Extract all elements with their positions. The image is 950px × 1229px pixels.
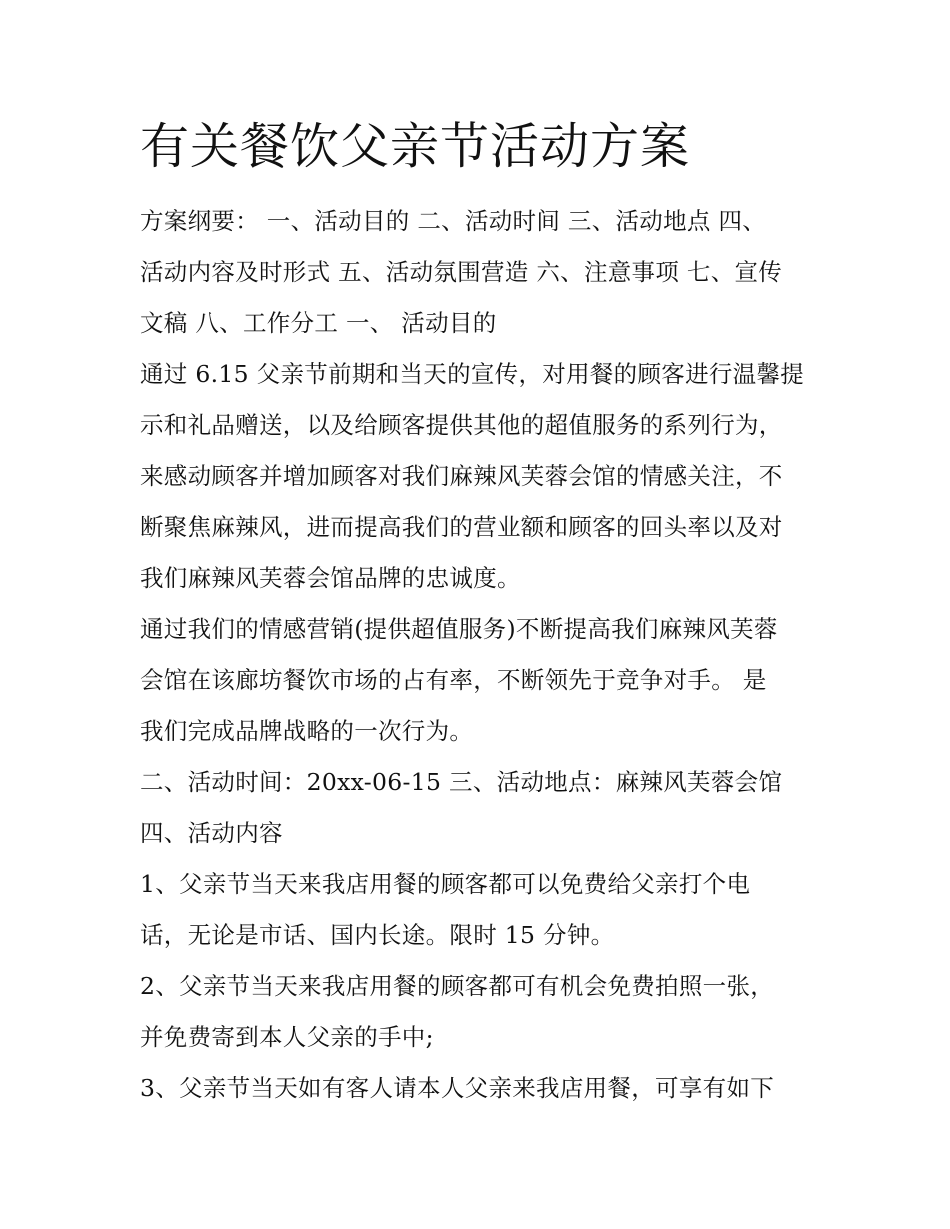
text-line: 我们完成品牌战略的一次行为。 (140, 717, 474, 745)
text-line: 话，无论是市话、国内长途。限时 15 分钟。 (140, 921, 615, 949)
text-line: 四、活动内容 (140, 819, 283, 847)
text-line: 活动内容及时形式 五、活动氛围营造 六、注意事项 七、宣传 (140, 258, 783, 286)
text-line: 文稿 八、工作分工 一、 活动目的 (140, 309, 497, 337)
text-line: 并免费寄到本人父亲的手中; (140, 1023, 434, 1051)
text-line: 会馆在该廊坊餐饮市场的占有率，不断领先于竞争对手。 是 (140, 666, 767, 694)
text-line: 2、父亲节当天来我店用餐的顾客都可有机会免费拍照一张， (140, 972, 775, 1000)
document-title: 有关餐饮父亲节活动方案 (140, 118, 691, 175)
text-line: 来感动顾客并增加顾客对我们麻辣风芙蓉会馆的情感关注，不 (140, 462, 783, 490)
text-line: 断聚焦麻辣风，进而提高我们的营业额和顾客的回头率以及对 (140, 513, 783, 541)
text-line: 示和礼品赠送，以及给顾客提供其他的超值服务的系列行为， (140, 411, 783, 439)
text-line: 我们麻辣风芙蓉会馆品牌的忠诚度。 (140, 564, 521, 592)
text-line: 通过 6.15 父亲节前期和当天的宣传，对用餐的顾客进行温馨提 (140, 360, 805, 388)
text-line: 通过我们的情感营销(提供超值服务)不断提高我们麻辣风芙蓉 (140, 615, 778, 643)
text-line: 3、父亲节当天如有客人请本人父亲来我店用餐，可享有如下 (140, 1074, 775, 1102)
text-line: 1、父亲节当天来我店用餐的顾客都可以免费给父亲打个电 (140, 870, 751, 898)
text-line: 二、活动时间：20xx-06-15 三、活动地点：麻辣风芙蓉会馆 (140, 768, 783, 796)
text-line: 方案纲要： 一、活动目的 二、活动时间 三、活动地点 四、 (140, 207, 767, 235)
